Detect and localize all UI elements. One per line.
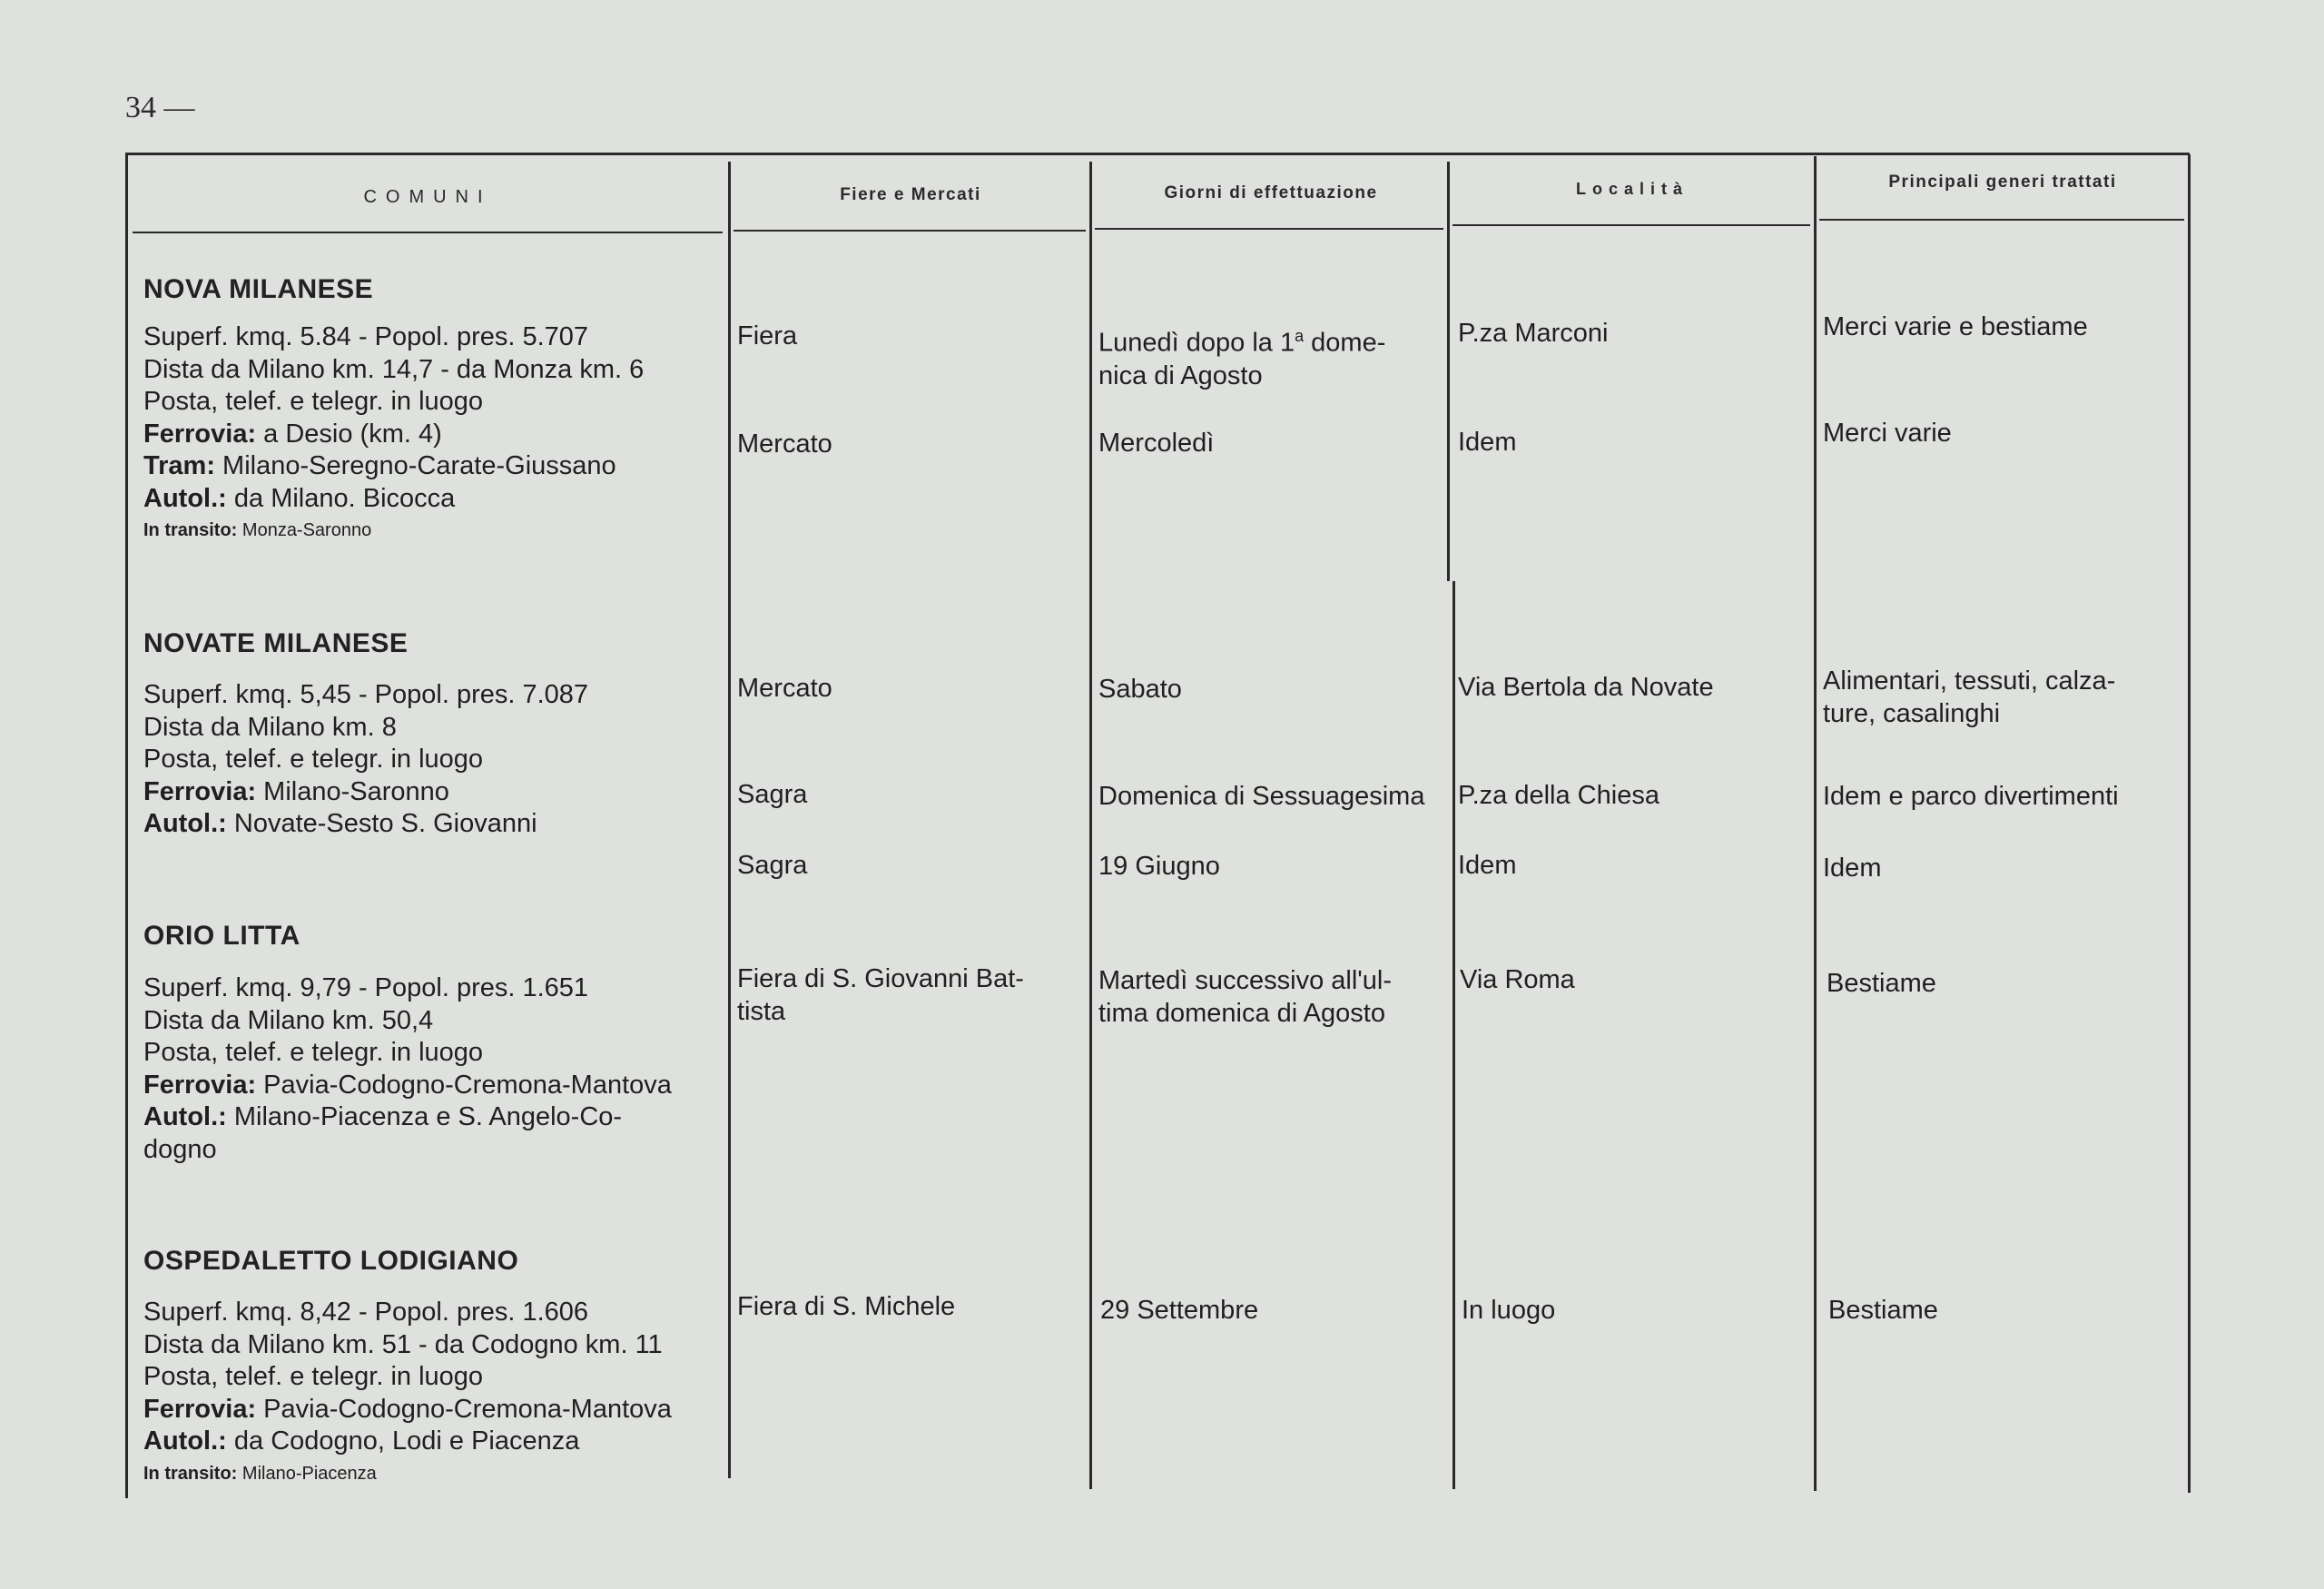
sagra-generi: Idem e parco divertimenti [1823, 782, 2119, 811]
info-distanza: Dista da Milano km. 8 [143, 712, 397, 742]
giorni-sup: a [1295, 327, 1305, 345]
info-autolinee [143, 483, 715, 516]
info-superficie: Superf. kmq. 5.84 - Popol. pres. 5.707 [143, 322, 589, 351]
info-ferrovia [143, 419, 715, 451]
column-divider-3b [1452, 581, 1455, 1489]
column-divider-left [125, 154, 128, 1498]
info-posta: Posta, telef. e telegr. in luogo [143, 387, 484, 416]
autol-value: Novate-Sesto S. Giovanni [233, 809, 537, 838]
header-rule-fiere [734, 230, 1086, 232]
mercato-giorni: Mercoledì [1098, 429, 1215, 458]
tram-value: Milano-Seregno-Carate-Giussano [222, 451, 616, 480]
tipo-line-1: Fiera di S. Giovanni Bat- [737, 964, 1024, 993]
sagra-localita: P.za della Chiesa [1458, 781, 1659, 810]
info-transito [143, 517, 715, 544]
info-ferrovia [143, 1394, 715, 1426]
header-rule-giorni [1095, 228, 1443, 230]
info-posta: Posta, telef. e telegr. in luogo [143, 745, 484, 774]
sagra-localita: Idem [1458, 851, 1517, 880]
comune-info [143, 679, 715, 841]
sagra-giorni: Domenica di Sessuagesima [1098, 782, 1425, 811]
fiera-localita: P.za Marconi [1458, 319, 1609, 348]
ferrovia-value: Pavia-Codogno-Cremona-Mantova [263, 1070, 672, 1100]
comune-name: NOVA MILANESE [143, 274, 374, 304]
mercato-generi [1823, 665, 2181, 730]
mercato-generi: Merci varie [1823, 419, 1952, 448]
header-fiere-mercati: Fiere e Mercati [840, 185, 981, 204]
comune-info [143, 321, 715, 544]
info-autolinee [143, 1101, 715, 1134]
info-superficie: Superf. kmq. 5,45 - Popol. pres. 7.087 [143, 680, 589, 709]
column-divider-2 [1089, 162, 1092, 1489]
table-top-rule [125, 153, 2190, 155]
comune-name: OSPEDALETTO LODIGIANO [143, 1246, 519, 1276]
autol-label: Autol.: [143, 1426, 227, 1456]
info-tram [143, 450, 715, 483]
comune-info [143, 1297, 715, 1487]
header-rule-localita [1452, 224, 1810, 226]
sagra-generi: Idem [1823, 854, 1882, 883]
mercato-tipo: Mercato [737, 429, 832, 459]
ferrovia-label: Ferrovia: [143, 1070, 257, 1100]
fiera-tipo: Fiera [737, 321, 798, 350]
giorni-line-2: tima domenica di Agosto [1098, 999, 1385, 1028]
header-localita: Località [1575, 180, 1689, 198]
generi-line-2: ture, casalinghi [1823, 699, 2001, 728]
fiera-localita: In luogo [1462, 1296, 1556, 1325]
sagra-tipo: Sagra [737, 851, 808, 880]
info-posta: Posta, telef. e telegr. in luogo [143, 1038, 484, 1067]
autol-label: Autol.: [143, 483, 227, 513]
header-rule-comuni [133, 232, 723, 233]
fiera-generi: Bestiame [1827, 969, 1936, 998]
giorni-part-2: dome- [1304, 328, 1386, 358]
info-ferrovia [143, 776, 715, 809]
info-superficie: Superf. kmq. 8,42 - Popol. pres. 1.606 [143, 1298, 589, 1327]
mercato-giorni: Sabato [1098, 675, 1182, 704]
fiera-generi: Bestiame [1828, 1296, 1938, 1325]
generi-line-1: Alimentari, tessuti, calza- [1823, 666, 2116, 696]
header-generi: Principali generi trattati [1888, 173, 2117, 192]
info-distanza: Dista da Milano km. 50,4 [143, 1005, 434, 1035]
info-superficie: Superf. kmq. 9,79 - Popol. pres. 1.651 [143, 973, 589, 1002]
info-distanza: Dista da Milano km. 51 - da Codogno km. 11 [143, 1329, 663, 1359]
transito-value: Monza-Saronno [241, 520, 372, 540]
header-giorni: Giorni di effettuazione [1164, 183, 1378, 202]
transito-label: In transito: [143, 520, 238, 540]
info-transito [143, 1460, 715, 1487]
tipo-line-2: tista [737, 997, 786, 1026]
fiera-localita: Via Roma [1460, 965, 1575, 994]
mercato-tipo: Mercato [737, 674, 832, 703]
giorni-part: Lunedì dopo la 1 [1098, 328, 1295, 358]
info-distanza: Dista da Milano km. 14,7 - da Monza km. 6 [143, 354, 645, 384]
ferrovia-label: Ferrovia: [143, 1394, 257, 1424]
ferrovia-label: Ferrovia: [143, 776, 257, 806]
column-divider-right [2188, 154, 2191, 1493]
comune-name: ORIO LITTA [143, 921, 300, 951]
page-number: 34 — [125, 91, 195, 124]
giorni-line-2: nica di Agosto [1098, 360, 1263, 390]
info-autolinee-2: dogno [143, 1134, 217, 1164]
autol-label: Autol.: [143, 809, 227, 838]
transito-label: In transito: [143, 1463, 238, 1484]
mercato-localita: Idem [1458, 428, 1517, 457]
header-comuni: COMUNI [363, 187, 492, 207]
tram-label: Tram: [143, 451, 215, 480]
transito-value: Milano-Piacenza [241, 1463, 377, 1484]
sagra-tipo: Sagra [737, 780, 808, 809]
giorni-line-1: Martedì successivo all'ul- [1098, 966, 1393, 995]
column-divider-3 [1447, 162, 1450, 581]
column-divider-4 [1814, 156, 1817, 1491]
ferrovia-label: Ferrovia: [143, 419, 257, 449]
autol-value: Milano-Piacenza e S. Angelo-Co- [233, 1102, 623, 1131]
fiera-tipo [737, 962, 1084, 1028]
ferrovia-value: a Desio (km. 4) [263, 419, 442, 449]
info-autolinee [143, 1426, 715, 1458]
header-rule-generi [1819, 219, 2184, 221]
column-divider-1 [728, 162, 731, 1478]
info-ferrovia [143, 1070, 715, 1102]
autol-value: da Milano. Bicocca [233, 483, 456, 513]
fiera-giorni [1098, 964, 1447, 1030]
sagra-giorni: 19 Giugno [1098, 852, 1220, 881]
info-posta: Posta, telef. e telegr. in luogo [143, 1362, 484, 1391]
ferrovia-value: Milano-Saronno [263, 776, 449, 806]
comune-info [143, 972, 715, 1166]
info-autolinee [143, 808, 715, 841]
mercato-localita: Via Bertola da Novate [1458, 673, 1714, 702]
fiera-tipo: Fiera di S. Michele [737, 1292, 956, 1321]
comune-name: NOVATE MILANESE [143, 628, 409, 658]
fiera-giorni: 29 Settembre [1100, 1296, 1259, 1325]
autol-label: Autol.: [143, 1102, 227, 1131]
autol-value: da Codogno, Lodi e Piacenza [233, 1426, 580, 1456]
ferrovia-value: Pavia-Codogno-Cremona-Mantova [263, 1394, 672, 1424]
fiera-generi: Merci varie e bestiame [1823, 312, 2088, 341]
fiera-giorni [1098, 320, 1443, 392]
